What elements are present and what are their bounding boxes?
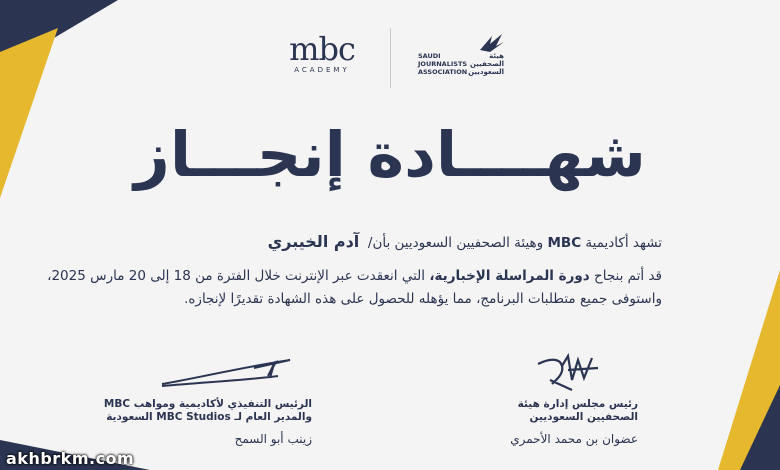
right-signature-graphic xyxy=(532,350,612,394)
sja-ar-line3: السعوديين xyxy=(468,68,504,76)
left-signer-name: زينب أبو السمح xyxy=(234,432,312,446)
sja-ar-line1: هيئة xyxy=(489,52,504,60)
line1-prefix: تشهد أكاديمية xyxy=(585,235,662,251)
sja-en-line1: SAUDI xyxy=(418,52,441,60)
right-signature-block xyxy=(510,398,638,446)
mbc-logo-text: mbc xyxy=(289,30,355,68)
right-signer-role-1: رئيس مجلس إدارة هيئة xyxy=(517,398,638,410)
saudi-journalists-association-logo xyxy=(410,32,510,92)
line1-mbc: MBC xyxy=(547,235,582,251)
certificate-line-2 xyxy=(47,268,662,284)
certificate-line-3: واستوفى جميع متطلبات البرنامج، مما يؤهله للحصول على هذه الشهادة تقديرًا لإنجازه. xyxy=(184,291,662,307)
sja-en-line2: JOURNALISTS xyxy=(418,60,468,68)
recipient-name: آدم الخيبري xyxy=(267,232,360,251)
line2-rest: التي انعقدت عبر الإنترنت خلال الفترة من 18 إلى 20 مارس 2025، xyxy=(47,268,426,284)
left-signature-block xyxy=(104,398,312,446)
sja-arabic-name xyxy=(468,52,504,76)
right-signer-name: عضوان بن محمد الأحمري xyxy=(510,432,638,446)
sja-ar-line2: الصحفيين xyxy=(469,60,504,68)
line1-rest: وهيئة الصحفيين السعوديين بأن/ xyxy=(367,235,544,251)
header-logos xyxy=(0,28,780,88)
bottom-right-corner-decoration xyxy=(690,270,780,470)
mbc-academy-subtext: ACADEMY xyxy=(294,66,350,74)
certificate-title: شهــــادة إنجـــاز xyxy=(134,118,646,191)
line2-prefix: قد أتم بنجاح xyxy=(594,268,662,284)
course-name: دورة المراسلة الإخبارية، xyxy=(429,268,590,284)
right-signer-role-2: الصحفيين السعوديين xyxy=(529,411,638,423)
sja-emblem-icon xyxy=(476,32,506,54)
mbc-academy-logo xyxy=(282,30,362,74)
left-signer-role-1: الرئيس التنفيذي لأكاديمية ومواهب MBC xyxy=(103,398,312,410)
logo-divider xyxy=(390,28,391,88)
left-signature-graphic xyxy=(158,352,298,392)
site-watermark: akhbrkm.com xyxy=(6,449,135,468)
sja-english-name xyxy=(418,52,467,76)
left-signer-role-2: والمدير العام لـ MBC Studios السعودية xyxy=(106,411,312,423)
sja-en-line3: ASSOCIATION xyxy=(418,68,468,76)
certificate-line-1 xyxy=(268,232,662,251)
